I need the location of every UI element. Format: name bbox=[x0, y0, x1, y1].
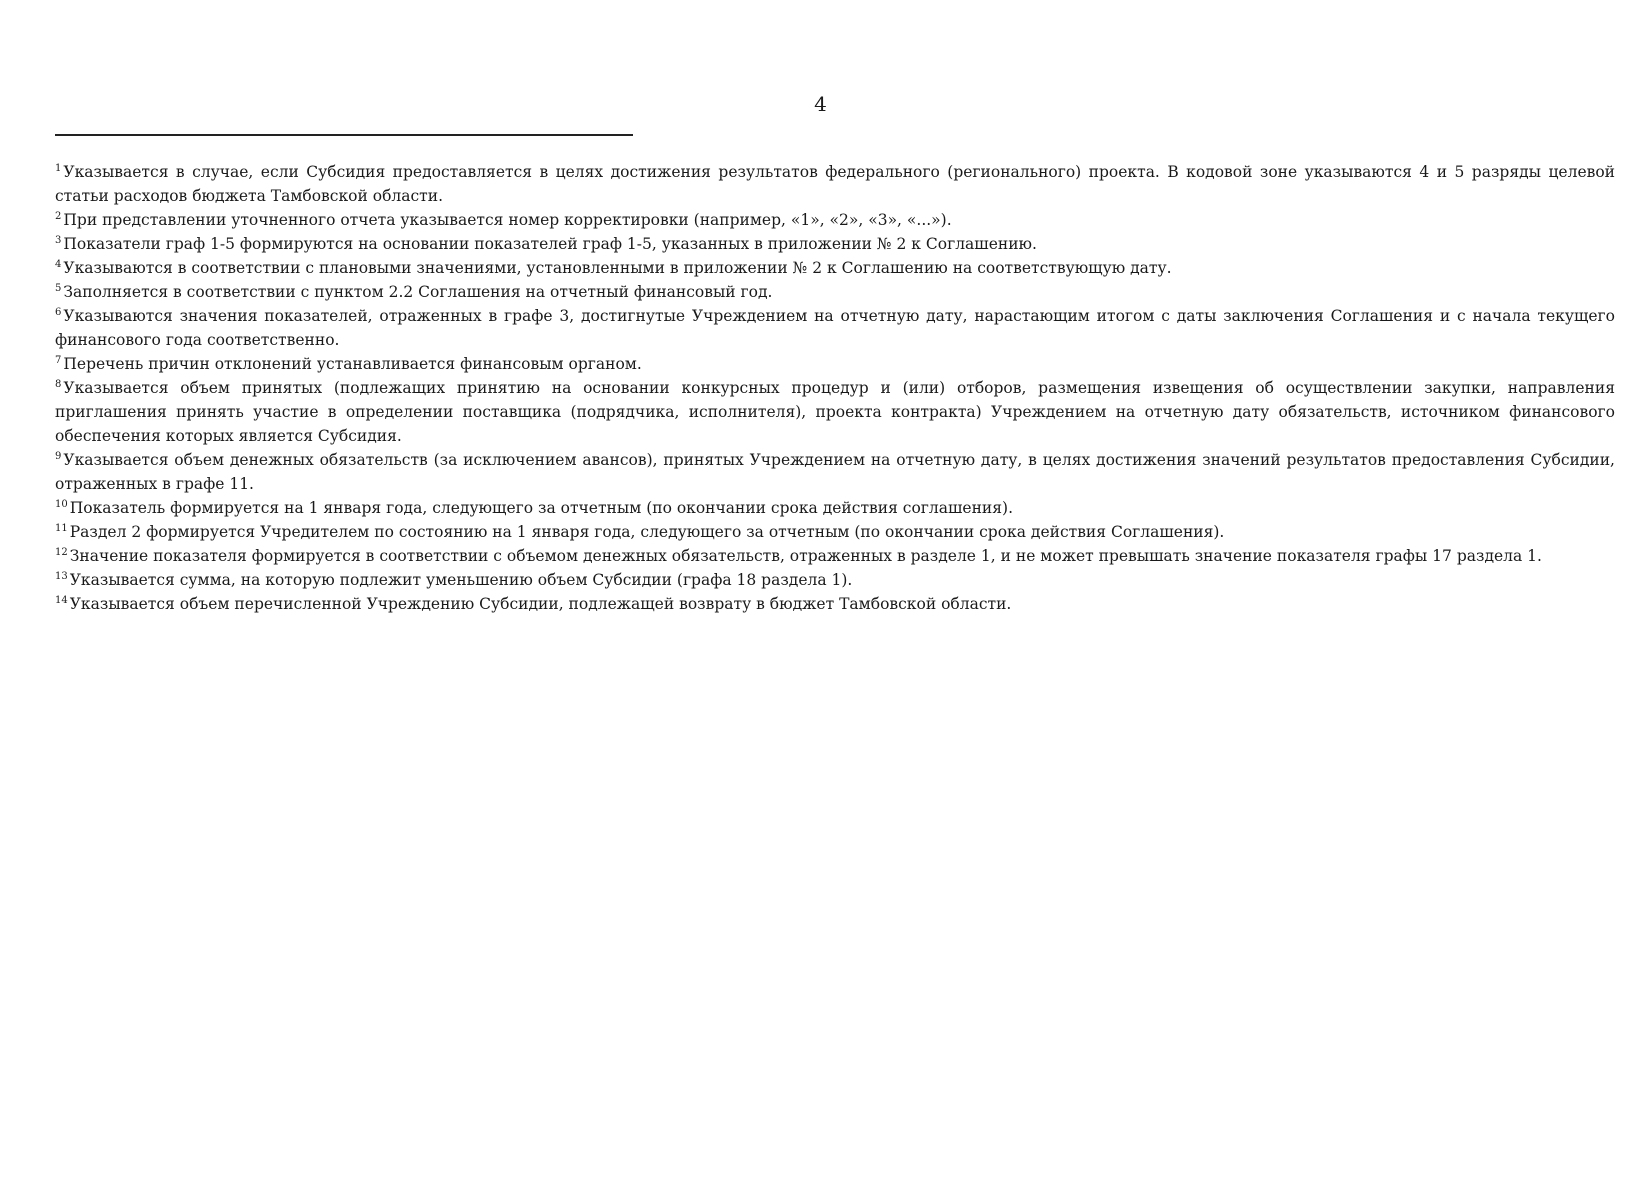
footnote-ref: 12 bbox=[55, 547, 68, 558]
footnote-text: Показатели граф 1-5 формируются на основании показателей граф 1-5, указанных в приложении № 2 к Соглашению. bbox=[63, 235, 1037, 253]
footnote bbox=[55, 592, 1615, 616]
footnote-text: Значение показателя формируется в соответствии с объемом денежных обязательств, отраженных в разделе 1, и не может превышать значение показателя графы 17 раздела 1. bbox=[69, 547, 1542, 565]
footnote-text: Указывается объем перечисленной Учреждению Субсидии, подлежащей возврату в бюджет Тамбовской области. bbox=[69, 595, 1012, 613]
footnote-ref: 13 bbox=[55, 571, 68, 582]
footnote bbox=[55, 496, 1615, 520]
footnote-text: Указывается объем принятых (подлежащих принятию на основании конкурсных процедур и (или) отборов, размещения извещения об осуществлении закупки, направления приглашения принять участие в определении поставщика (подрядчика, исполнителя), проекта контракта) Учреждением на отчетную дату обязательств, источником финансового обеспечения которых является Субсидия. bbox=[55, 379, 1615, 445]
footnote-ref: 9 bbox=[55, 451, 62, 462]
footnote-ref: 14 bbox=[55, 595, 68, 606]
footnote bbox=[55, 208, 1615, 232]
footnote bbox=[55, 376, 1615, 448]
footnote-text: Показатель формируется на 1 января года, следующего за отчетным (по окончании срока действия соглашения). bbox=[69, 499, 1013, 517]
footnote-text: Указывается объем денежных обязательств (за исключением авансов), принятых Учреждением на отчетную дату, в целях достижения значений результатов предоставления Субсидии, отраженных в графе 11. bbox=[55, 451, 1615, 493]
footnote-ref: 11 bbox=[55, 523, 68, 534]
footnote-ref: 4 bbox=[55, 259, 62, 270]
footnote bbox=[55, 256, 1615, 280]
footnote bbox=[55, 448, 1615, 496]
footnote-ref: 6 bbox=[55, 307, 62, 318]
footnote-separator bbox=[55, 134, 633, 136]
footnote bbox=[55, 304, 1615, 352]
page-number: 4 bbox=[814, 92, 827, 116]
footnotes-list bbox=[55, 160, 1615, 616]
footnote-ref: 1 bbox=[55, 163, 62, 174]
footnote-text: Указывается сумма, на которую подлежит уменьшению объем Субсидии (графа 18 раздела 1). bbox=[69, 571, 853, 589]
footnote bbox=[55, 544, 1615, 568]
footnote-text: Указываются в соответствии с плановыми значениями, установленными в приложении № 2 к Соглашению на соответствующую дату. bbox=[63, 259, 1172, 277]
footnote bbox=[55, 520, 1615, 544]
footnote-ref: 5 bbox=[55, 283, 62, 294]
footnote bbox=[55, 232, 1615, 256]
footnote-ref: 10 bbox=[55, 499, 68, 510]
footnote-text: Перечень причин отклонений устанавливается финансовым органом. bbox=[63, 355, 642, 373]
footnote-ref: 7 bbox=[55, 355, 62, 366]
footnote-text: Указывается в случае, если Субсидия предоставляется в целях достижения результатов федерального (регионального) проекта. В кодовой зоне указываются 4 и 5 разряды целевой статьи расходов бюджета Тамбовской области. bbox=[55, 163, 1615, 205]
footnote-text: Раздел 2 формируется Учредителем по состоянию на 1 января года, следующего за отчетным (по окончании срока действия Соглашения). bbox=[69, 523, 1225, 541]
footnote-text: Указываются значения показателей, отраженных в графе 3, достигнутые Учреждением на отчетную дату, нарастающим итогом с даты заключения Соглашения и с начала текущего финансового года соответственно. bbox=[55, 307, 1615, 349]
footnote bbox=[55, 280, 1615, 304]
footnote-ref: 3 bbox=[55, 235, 62, 246]
footnote-ref: 2 bbox=[55, 211, 62, 222]
footnote-text: При представлении уточненного отчета указывается номер корректировки (например, «1», «2», «3», «...»). bbox=[63, 211, 952, 229]
footnote-ref: 8 bbox=[55, 379, 62, 390]
footnote bbox=[55, 568, 1615, 592]
footnote bbox=[55, 352, 1615, 376]
footnote-text: Заполняется в соответствии с пунктом 2.2 Соглашения на отчетный финансовый год. bbox=[63, 283, 773, 301]
footnote bbox=[55, 160, 1615, 208]
